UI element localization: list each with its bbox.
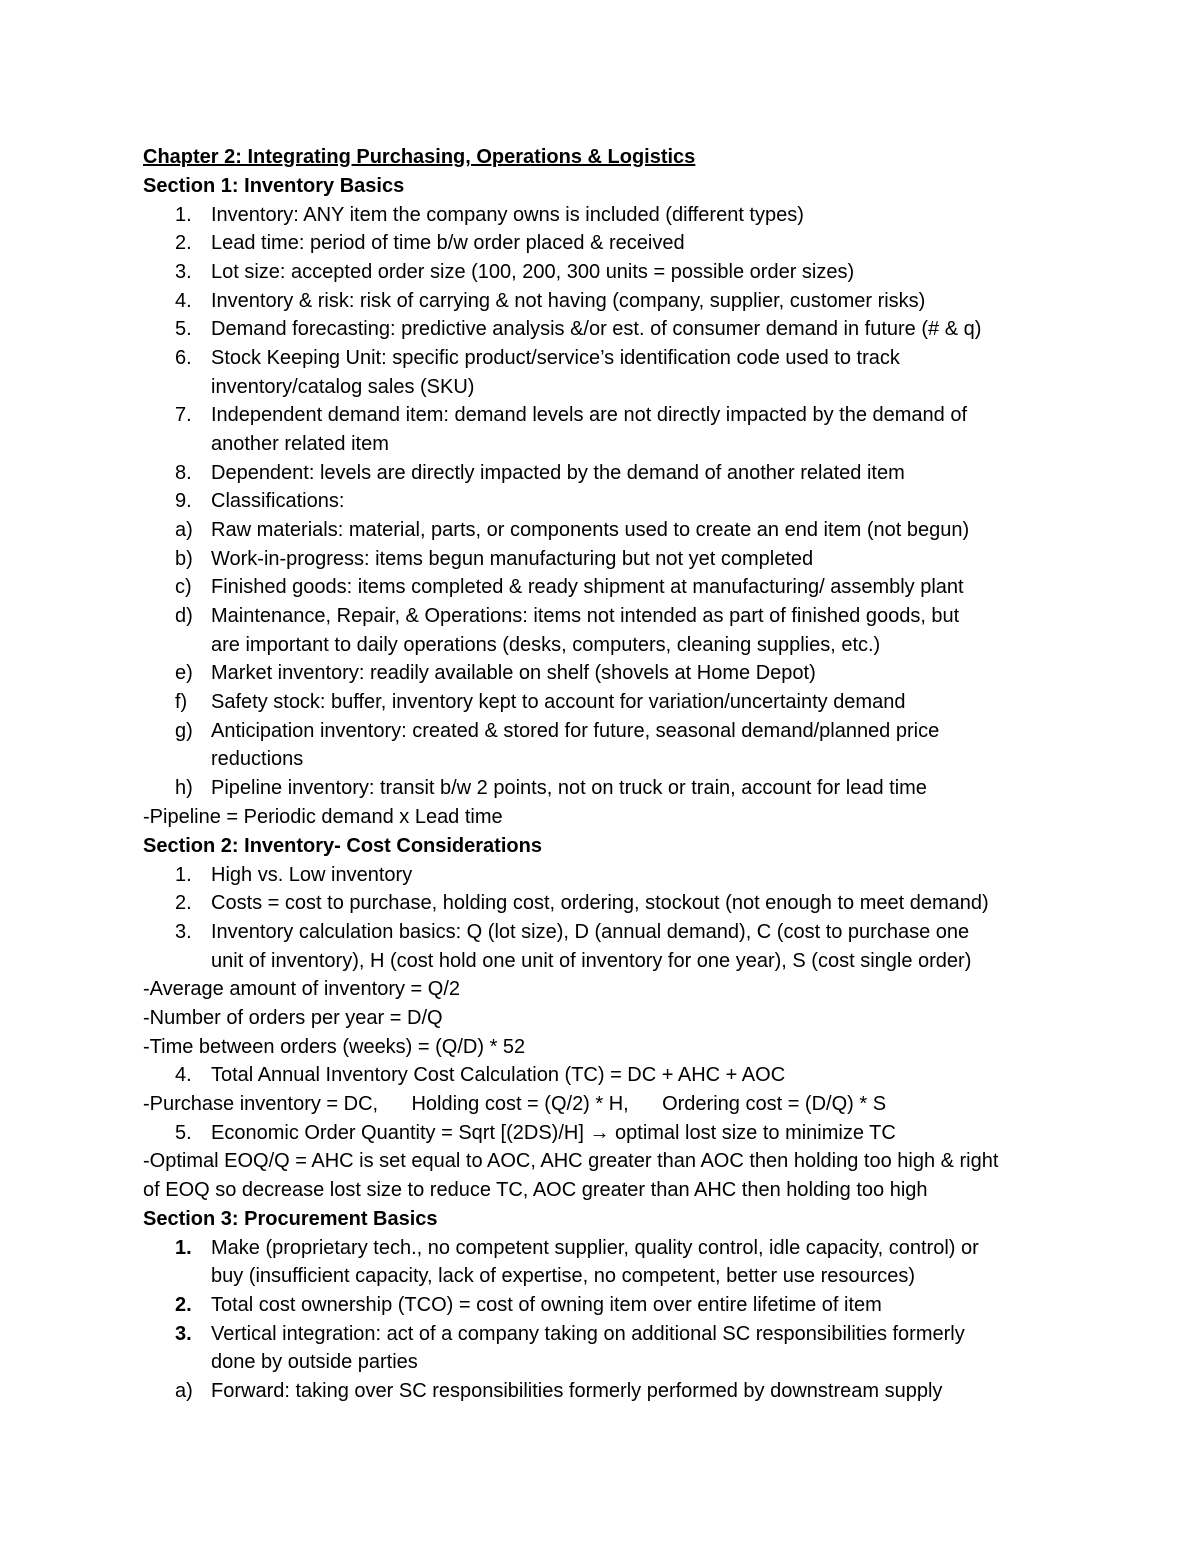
list-number: 1. — [175, 1237, 192, 1259]
list-number: 4. — [175, 290, 192, 312]
list-item-text-continued: done by outside parties — [211, 1351, 418, 1373]
list-letter: e) — [175, 662, 193, 684]
list-item-text-continued: buy (insufficient capacity, lack of expertise, no competent, better use resources) — [211, 1265, 916, 1287]
list-item-text: Raw materials: material, parts, or components used to create an end item (not begun) — [211, 519, 970, 541]
list-item-text: Market inventory: readily available on shelf (shovels at Home Depot) — [211, 662, 816, 684]
list-item-text: Inventory: ANY item the company owns is included (different types) — [211, 204, 804, 226]
list-item-text: High vs. Low inventory — [211, 864, 413, 886]
list-number: 4. — [175, 1064, 192, 1086]
list-item-text-continued: inventory/catalog sales (SKU) — [211, 376, 475, 398]
list-number: 2. — [175, 1294, 192, 1316]
list-item-text-continued: another related item — [211, 433, 389, 455]
list-item-text-continued: reductions — [211, 748, 304, 770]
list-letter: d) — [175, 605, 193, 627]
list-letter: b) — [175, 548, 193, 570]
explanation-note: -Optimal EOQ/Q = AHC is set equal to AOC, AHC greater than AOC then holding too high & right — [143, 1150, 999, 1172]
list-letter: c) — [175, 576, 192, 598]
list-item-text: Economic Order Quantity = Sqrt [(2DS)/H] → optimal lost size to minimize TC — [211, 1122, 896, 1144]
chapter-title: Chapter 2: Integrating Purchasing, Operations & Logistics — [143, 146, 696, 168]
list-item-text-continued: are important to daily operations (desks, computers, cleaning supplies, etc.) — [211, 634, 881, 656]
list-item-text: Classifications: — [211, 490, 345, 512]
list-item-text: Inventory & risk: risk of carrying & not having (company, supplier, customer risks) — [211, 290, 926, 312]
list-item-text: Work-in-progress: items begun manufacturing but not yet completed — [211, 548, 814, 570]
list-item-text: Lot size: accepted order size (100, 200, 300 units = possible order sizes) — [211, 261, 855, 283]
explanation-note-continued: of EOQ so decrease lost size to reduce TC, AOC greater than AHC then holding too high — [143, 1179, 928, 1201]
list-item-text: Maintenance, Repair, & Operations: items not intended as part of finished goods, but — [211, 605, 960, 627]
list-number: 8. — [175, 462, 192, 484]
formula-note: -Time between orders (weeks) = (Q/D) * 52 — [143, 1036, 526, 1058]
list-letter: a) — [175, 1380, 193, 1402]
list-item-text: Independent demand item: demand levels are not directly impacted by the demand of — [211, 404, 968, 426]
list-number: 9. — [175, 490, 192, 512]
list-item-text: Safety stock: buffer, inventory kept to account for variation/uncertainty demand — [211, 691, 906, 713]
list-item-text: Finished goods: items completed & ready shipment at manufacturing/ assembly plant — [211, 576, 964, 598]
formula-note: -Purchase inventory = DC, Holding cost = (Q/2) * H, Ordering cost = (D/Q) * S — [143, 1093, 887, 1115]
list-item-text: Pipeline inventory: transit b/w 2 points, not on truck or train, account for lead time — [211, 777, 927, 799]
formula-note: -Pipeline = Periodic demand x Lead time — [143, 806, 503, 828]
list-number: 1. — [175, 864, 192, 886]
list-item-text: Stock Keeping Unit: specific product/service’s identification code used to track — [211, 347, 900, 369]
list-number: 5. — [175, 318, 192, 340]
list-item-text: Costs = cost to purchase, holding cost, ordering, stockout (not enough to meet demand) — [211, 892, 989, 914]
list-item-text: Dependent: levels are directly impacted by the demand of another related item — [211, 462, 905, 484]
list-letter: g) — [175, 720, 193, 742]
list-number: 2. — [175, 232, 192, 254]
list-item-text: Vertical integration: act of a company taking on additional SC responsibilities formerly — [211, 1323, 965, 1345]
list-number: 3. — [175, 1323, 192, 1345]
list-number: 2. — [175, 892, 192, 914]
list-item-text: Total Annual Inventory Cost Calculation (TC) = DC + AHC + AOC — [211, 1064, 786, 1086]
list-number: 1. — [175, 204, 192, 226]
formula-note: -Number of orders per year = D/Q — [143, 1007, 443, 1029]
list-number: 6. — [175, 347, 192, 369]
list-item-text: Total cost ownership (TCO) = cost of owning item over entire lifetime of item — [211, 1294, 882, 1316]
section-3-heading: Section 3: Procurement Basics — [143, 1208, 438, 1230]
list-item-text: Make (proprietary tech., no competent supplier, quality control, idle capacity, control) or — [211, 1237, 979, 1259]
list-number: 3. — [175, 261, 192, 283]
list-letter: a) — [175, 519, 193, 541]
list-number: 5. — [175, 1122, 192, 1144]
list-letter: f) — [175, 691, 188, 713]
list-number: 3. — [175, 921, 192, 943]
list-item-text: Forward: taking over SC responsibilities formerly performed by downstream supply — [211, 1380, 943, 1402]
list-item-text: Demand forecasting: predictive analysis &/or est. of consumer demand in future (# & q) — [211, 318, 982, 340]
list-item-text: Anticipation inventory: created & stored for future, seasonal demand/planned price — [211, 720, 940, 742]
list-item-text: Inventory calculation basics: Q (lot size), D (annual demand), C (cost to purchase one — [211, 921, 970, 943]
list-letter: h) — [175, 777, 193, 799]
list-item-text: Lead time: period of time b/w order placed & received — [211, 232, 685, 254]
list-item-text-continued: unit of inventory), H (cost hold one unit of inventory for one year), S (cost single order) — [211, 950, 972, 972]
section-2-heading: Section 2: Inventory- Cost Considerations — [143, 835, 542, 857]
formula-note: -Average amount of inventory = Q/2 — [143, 978, 461, 1000]
list-number: 7. — [175, 404, 192, 426]
section-1-heading: Section 1: Inventory Basics — [143, 175, 405, 197]
